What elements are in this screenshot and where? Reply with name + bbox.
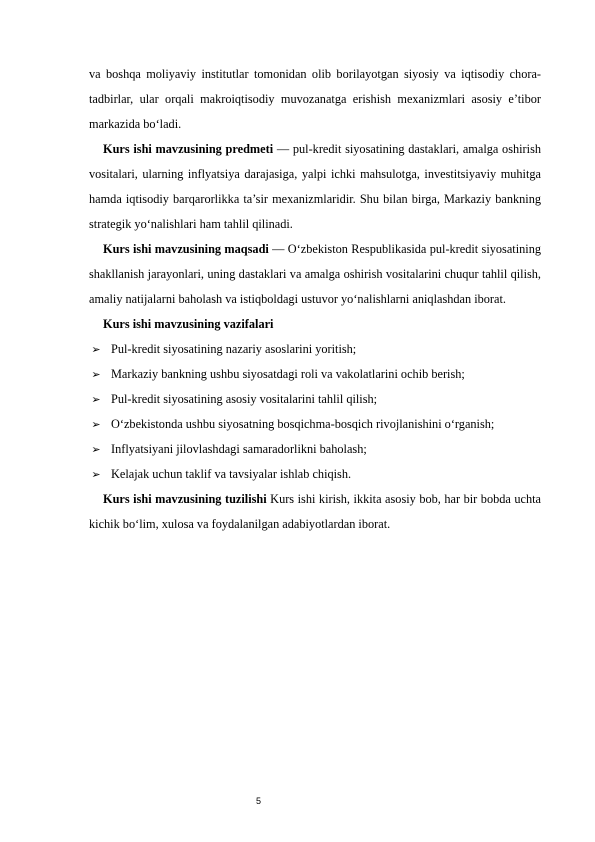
task-text: Pul-kredit siyosatining asosiy vositalarini tahlil qilish; xyxy=(111,392,378,406)
list-item xyxy=(89,462,541,487)
arrow-bullet-icon: ➢ xyxy=(91,468,101,481)
tasks-list xyxy=(89,337,541,487)
arrow-bullet-icon: ➢ xyxy=(91,343,101,356)
subject-heading: Kurs ishi mavzusining predmeti xyxy=(103,142,274,156)
arrow-bullet-icon: ➢ xyxy=(91,393,101,406)
subject-text: — pul-kredit siyosatining dastaklari, amalga oshirish vositalari, ularning inflyatsiya darajasiga, yalpi ichki mahsulotga, investitsiyaviy muhitga hamda iqtisodiy barqarorlikka ta’sir mexanizmlaridir. Shu bilan birga, Markaziy bankning strategik yo‘nalishlari ham tahlil qilinadi. xyxy=(89,142,541,231)
document-body xyxy=(89,62,541,537)
goal-text: — O‘zbekiston Respublikasida pul-kredit siyosatining shakllanish jarayonlari, uning dastaklari va amalga oshirish vositalarini chuqur tahlil qilish, amaliy natijalarni baholash va istiqboldagi ustuvor yo‘nalishlarni aniqlashdan iborat. xyxy=(89,242,541,306)
tasks-heading: Kurs ishi mavzusining vazifalari xyxy=(103,317,274,331)
list-item xyxy=(89,412,541,437)
task-text: Inflyatsiyani jilovlashdagi samaradorlikni baholash; xyxy=(111,442,367,456)
page-number: 5 xyxy=(256,796,262,806)
task-text: Markaziy bankning ushbu siyosatdagi roli va vakolatlarini ochib berish; xyxy=(111,367,465,381)
intro-paragraph: va boshqa moliyaviy institutlar tomonidan olib borilayotgan siyosiy va iqtisodiy chora-tadbirlar, ular orqali makroiqtisodiy muvozanatga erishish mexanizmlari asosiy e’tibor markazida bo‘ladi. xyxy=(89,67,541,131)
arrow-bullet-icon: ➢ xyxy=(91,443,101,456)
task-text: Kelajak uchun taklif va tavsiyalar ishlab chiqish. xyxy=(111,467,352,481)
goal-heading: Kurs ishi mavzusining maqsadi xyxy=(103,242,269,256)
task-text: O‘zbekistonda ushbu siyosatning bosqichma-bosqich rivojlanishini o‘rganish; xyxy=(111,417,495,431)
subject-paragraph xyxy=(89,137,541,237)
arrow-bullet-icon: ➢ xyxy=(91,368,101,381)
structure-paragraph xyxy=(89,487,541,537)
structure-text: Kurs ishi kirish, ikkita asosiy bob, har bir bobda uchta kichik bo‘lim, xulosa va foydalanilgan adabiyotlardan iborat. xyxy=(89,492,541,531)
structure-heading: Kurs ishi mavzusining tuzilishi xyxy=(103,492,267,506)
task-text: Pul-kredit siyosatining nazariy asoslarini yoritish; xyxy=(111,342,357,356)
list-item xyxy=(89,387,541,412)
goal-paragraph xyxy=(89,237,541,312)
list-item xyxy=(89,337,541,362)
list-item xyxy=(89,362,541,387)
arrow-bullet-icon: ➢ xyxy=(91,418,101,431)
list-item xyxy=(89,437,541,462)
